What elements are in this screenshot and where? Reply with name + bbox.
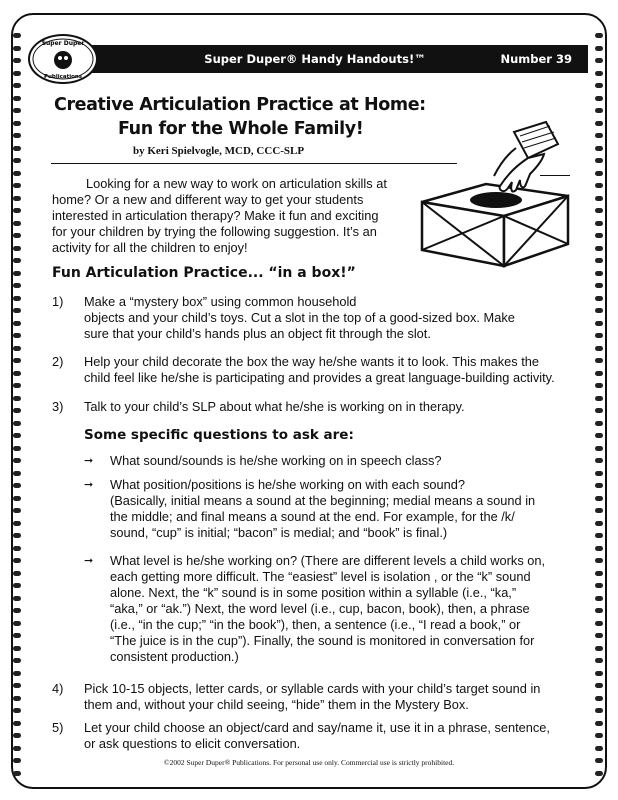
- item-number: 5): [52, 720, 64, 735]
- intro-line: home? Or a new and different way to get your students: [52, 192, 364, 207]
- binding-ring: [595, 521, 603, 526]
- binding-ring: [595, 158, 603, 163]
- binding-ring: [13, 71, 21, 76]
- binding-ring: [13, 421, 21, 426]
- binding-ring: [13, 683, 21, 688]
- binding-ring: [13, 658, 21, 663]
- binding-ring: [13, 258, 21, 263]
- handout-number: Number 39: [500, 52, 572, 66]
- binding-ring: [13, 383, 21, 388]
- binding-ring: [13, 33, 21, 38]
- svg-text:Publications: Publications: [43, 74, 83, 80]
- binding-ring: [13, 183, 21, 188]
- binding-ring: [13, 533, 21, 538]
- binding-ring: [595, 608, 603, 613]
- binding-ring: [595, 221, 603, 226]
- binding-ring: [595, 183, 603, 188]
- mystery-box-illustration: [416, 114, 581, 269]
- binding-ring: [595, 33, 603, 38]
- binding-ring: [13, 296, 21, 301]
- binding-ring: [13, 546, 21, 551]
- binding-ring: [13, 108, 21, 113]
- binding-ring: [13, 558, 21, 563]
- page-title: [54, 93, 454, 141]
- binding-ring: [13, 521, 21, 526]
- item-line: them and, without your child seeing, “hide” them in the Mystery Box.: [84, 697, 469, 712]
- binding-ring: [13, 571, 21, 576]
- binding-ring: [595, 233, 603, 238]
- binding-ring: [13, 496, 21, 501]
- binding-ring: [595, 258, 603, 263]
- bullet-line: What sound/sounds is he/she working on in speech class?: [110, 453, 442, 468]
- item-line: objects and your child’s toys. Cut a slot in the top of a good-sized box. Make: [84, 310, 515, 325]
- binding-ring: [595, 571, 603, 576]
- binding-ring: [13, 621, 21, 626]
- binding-ring: [13, 483, 21, 488]
- binding-ring: [13, 246, 21, 251]
- bullet-line: What level is he/she working on? (There are different levels a child works on,: [110, 553, 546, 568]
- binding-ring: [595, 558, 603, 563]
- bullet-line: consistent production.): [110, 649, 239, 664]
- binding-ring: [595, 196, 603, 201]
- bullet-line: sound, “cup” is initial; “bacon” is medial; and “book” is final.): [110, 525, 448, 540]
- binding-ring: [13, 58, 21, 63]
- binding-ring: [595, 58, 603, 63]
- binding-ring: [595, 46, 603, 51]
- binding-ring: [13, 96, 21, 101]
- binding-ring: [595, 483, 603, 488]
- intro-line: for your children by trying the following suggestion. It’s an: [52, 224, 377, 239]
- binding-ring: [595, 146, 603, 151]
- bullet-line: “aka,” or “ak.”) Next, the word level (i.e., cup, bacon, book), then, a phrase: [110, 601, 530, 616]
- item-number: 3): [52, 399, 64, 414]
- item-number: 2): [52, 354, 64, 369]
- title-line-2: Fun for the Whole Family!: [118, 119, 364, 139]
- binding-ring: [13, 271, 21, 276]
- bullet-line: (Basically, initial means a sound at the beginning; medial means a sound in: [110, 493, 536, 508]
- binding-ring: [13, 158, 21, 163]
- binding-ring: [595, 496, 603, 501]
- binding-ring: [13, 471, 21, 476]
- item-line: or ask questions to elicit conversation.: [84, 736, 301, 751]
- binding-ring: [13, 171, 21, 176]
- title-line-1: Creative Articulation Practice at Home:: [54, 95, 426, 115]
- binding-ring: [13, 771, 21, 776]
- publisher-logo: [28, 34, 98, 84]
- header-banner: [42, 45, 588, 73]
- binding-ring: [595, 621, 603, 626]
- bullet-line: What position/positions is he/she working on with each sound?: [110, 477, 465, 492]
- binding-ring: [13, 433, 21, 438]
- bullet-line: (i.e., “in the cup;” “in the book”), then, a sentence (i.e., “I read a book,” or: [110, 617, 521, 632]
- binding-ring: [13, 396, 21, 401]
- intro-paragraph: [52, 176, 412, 256]
- binding-ring: [13, 333, 21, 338]
- binding-ring: [13, 121, 21, 126]
- binding-ring: [595, 121, 603, 126]
- copyright-footer: ©2002 Super Duper® Publications. For personal use only. Commercial use is strictly prohibited.: [163, 758, 455, 767]
- binding-ring: [13, 696, 21, 701]
- item-line: Talk to your child’s SLP about what he/she is working on in therapy.: [84, 399, 465, 414]
- binding-ring: [13, 446, 21, 451]
- binding-ring: [595, 596, 603, 601]
- item-line: Make a “mystery box” using common household: [84, 294, 357, 309]
- binding-ring: [595, 171, 603, 176]
- binding-ring: [13, 458, 21, 463]
- binding-ring: [13, 733, 21, 738]
- binding-ring: [595, 271, 603, 276]
- binding-ring: [13, 371, 21, 376]
- bullet-line: the middle; and final means a sound at the end. For example, for the /k/: [110, 509, 515, 524]
- item-line: Let your child choose an object/card and say/name it, use it in a phrase, sentence,: [84, 720, 550, 735]
- binding-ring: [595, 533, 603, 538]
- binding-ring: [595, 433, 603, 438]
- binding-ring: [13, 208, 21, 213]
- binding-ring: [13, 346, 21, 351]
- binding-ring: [595, 108, 603, 113]
- binding-ring: [13, 308, 21, 313]
- title-rule: [51, 163, 457, 164]
- binding-ring: [595, 346, 603, 351]
- bullet-line: alone. Next, the “k” sound is in some position within a syllable (i.e., “ka,”: [110, 585, 517, 600]
- binding-ring: [13, 358, 21, 363]
- binding-ring: [595, 421, 603, 426]
- binding-ring: [13, 721, 21, 726]
- binding-ring: [13, 321, 21, 326]
- item-line: Pick 10-15 objects, letter cards, or syllable cards with your child’s target sound in: [84, 681, 541, 696]
- binding-ring: [13, 608, 21, 613]
- binding-ring: [595, 446, 603, 451]
- binding-ring: [595, 283, 603, 288]
- binding-ring: [13, 196, 21, 201]
- arrow-icon: ➞: [84, 455, 94, 467]
- binding-ring: [595, 508, 603, 513]
- binding-ring: [13, 671, 21, 676]
- binding-ring: [595, 471, 603, 476]
- intro-line: Looking for a new way to work on articulation skills at: [86, 176, 387, 191]
- binding-ring: [13, 283, 21, 288]
- bullet-line: “The juice is in the cup”). Finally, the sound is monitored in conversation for: [110, 633, 535, 648]
- binding-ring: [13, 596, 21, 601]
- binding-ring: [13, 146, 21, 151]
- svg-text:Super Duper: Super Duper: [41, 40, 85, 47]
- binding-ring: [595, 546, 603, 551]
- binding-ring: [13, 83, 21, 88]
- binding-ring: [13, 46, 21, 51]
- binding-ring: [13, 221, 21, 226]
- binding-ring: [595, 208, 603, 213]
- binding-ring: [595, 458, 603, 463]
- item-line: sure that your child’s hands plus an object fit through the slot.: [84, 326, 431, 341]
- item-line: Help your child decorate the box the way he/she wants it to look. This makes the: [84, 354, 540, 369]
- binding-ring: [595, 633, 603, 638]
- binding-ring: [13, 646, 21, 651]
- binding-ring: [595, 658, 603, 663]
- binding-ring: [595, 133, 603, 138]
- binding-ring: [595, 671, 603, 676]
- binding-ring: [595, 96, 603, 101]
- item-line: child feel like he/she is participating and provides a great language-building activity.: [84, 370, 555, 385]
- binding-ring: [595, 771, 603, 776]
- binding-ring: [13, 583, 21, 588]
- bullet-line: each getting more difficult. The “easiest” level is isolation , or the “k” sound: [110, 569, 531, 584]
- binding-ring: [13, 633, 21, 638]
- item-number: 1): [52, 294, 64, 309]
- binding-ring: [13, 708, 21, 713]
- binding-ring: [13, 233, 21, 238]
- binding-ring: [13, 746, 21, 751]
- binding-ring: [13, 133, 21, 138]
- binding-ring: [595, 83, 603, 88]
- author-byline: by Keri Spielvogle, MCD, CCC-SLP: [133, 145, 305, 157]
- series-title: Super Duper® Handy Handouts!™: [204, 52, 426, 66]
- binding-ring: [595, 646, 603, 651]
- binding-ring: [13, 408, 21, 413]
- section-heading: Fun Articulation Practice... “in a box!”: [52, 265, 356, 281]
- ring-binding-left: [13, 15, 23, 787]
- item-number: 4): [52, 681, 64, 696]
- questions-heading: Some specific questions to ask are:: [84, 427, 354, 443]
- arrow-icon: ➞: [84, 555, 94, 567]
- binding-ring: [13, 508, 21, 513]
- arrow-icon: ➞: [84, 479, 94, 491]
- intro-line: interested in articulation therapy? Make it fun and exciting: [52, 208, 379, 223]
- binding-ring: [595, 246, 603, 251]
- binding-ring: [595, 71, 603, 76]
- intro-line: activity for all the children to enjoy!: [52, 240, 248, 255]
- binding-ring: [595, 583, 603, 588]
